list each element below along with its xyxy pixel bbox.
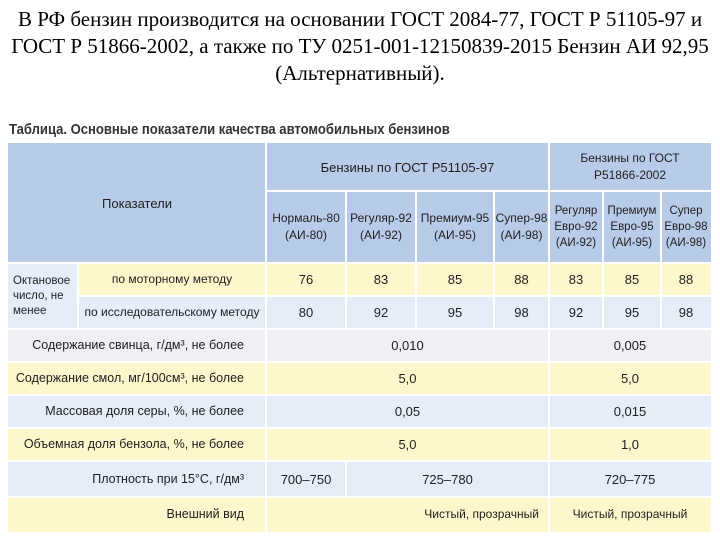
octane-label: Октановое число, не менее: [8, 263, 78, 329]
sulfur-fraction-label: Массовая доля серы, %, не более: [8, 395, 266, 428]
column-header: Премиум-95 (АИ-95): [416, 191, 494, 263]
column-header: Супер Евро-98 (АИ-98): [661, 191, 711, 263]
column-header: Нормаль-80 (АИ-80): [266, 191, 346, 263]
header-group-2: Бензины по ГОСТ Р51866-2002: [549, 143, 711, 191]
lead-content-group2: 0,005: [549, 329, 711, 362]
column-header: Регуляр Евро-92 (АИ-92): [549, 191, 603, 263]
grid-line: [345, 191, 347, 329]
grid-line: [8, 328, 711, 330]
research-value: 98: [661, 296, 711, 329]
column-header: Супер-98 (АИ-98): [494, 191, 549, 263]
motor-value: 88: [661, 263, 711, 296]
motor-value: 76: [266, 263, 346, 296]
research-value: 95: [416, 296, 494, 329]
density-normal: 700–750: [266, 461, 346, 497]
research-value: 98: [494, 296, 549, 329]
benzene-fraction-label: Объемная доля бензола, %, не более: [8, 428, 266, 461]
density-group1: 725–780: [346, 461, 549, 497]
sulfur-fraction-group1: 0,05: [266, 395, 549, 428]
density-label: Плотность при 15°С, г/дм³: [8, 461, 266, 497]
motor-value: 83: [346, 263, 416, 296]
resin-content-group1: 5,0: [266, 362, 549, 395]
grid-line: [493, 191, 495, 329]
grid-line: [8, 427, 711, 429]
table-title: Таблица. Основные показатели качества автомобильных бензинов: [9, 121, 450, 138]
gasoline-quality-table: [8, 143, 711, 532]
column-header: Премиум Евро-95 (АИ-95): [603, 191, 661, 263]
research-method-label: по исследовательскому методу: [78, 296, 266, 329]
research-value: 80: [266, 296, 346, 329]
grid-line: [548, 143, 550, 532]
lead-content-group1: 0,010: [266, 329, 549, 362]
grid-line: [415, 191, 417, 329]
grid-line: [266, 190, 711, 192]
research-value: 92: [346, 296, 416, 329]
grid-line: [8, 361, 711, 363]
grid-line: [345, 461, 347, 497]
column-header: Регуляр-92 (АИ-92): [346, 191, 416, 263]
header-indicators: Показатели: [8, 143, 266, 263]
sulfur-fraction-group2: 0,015: [549, 395, 711, 428]
benzene-fraction-group1: 5,0: [266, 428, 549, 461]
motor-value: 83: [549, 263, 603, 296]
research-value: 95: [603, 296, 661, 329]
grid-line: [78, 295, 711, 297]
grid-line: [77, 263, 79, 329]
appearance-group2: Чистый, прозрачный: [549, 497, 711, 532]
intro-text: В РФ бензин производится на основании ГОСТ 2084-77, ГОСТ Р 51105-97 и ГОСТ Р 51866-2002, а также по ТУ 0251-001-12150839-2015 Бензин АИ 92,95 (Альтернативный).: [11, 7, 709, 85]
grid-line: [8, 460, 711, 462]
density-group2: 720–775: [549, 461, 711, 497]
resin-content-group2: 5,0: [549, 362, 711, 395]
grid-line: [8, 262, 711, 264]
grid-line: [8, 394, 711, 396]
motor-value: 85: [416, 263, 494, 296]
lead-content-label: Содержание свинца, г/дм³, не более: [8, 329, 266, 362]
header-group-1: Бензины по ГОСТ Р51105-97: [266, 143, 549, 191]
motor-value: 88: [494, 263, 549, 296]
resin-content-label: Содержание смол, мг/100см³, не более: [8, 362, 266, 395]
motor-value: 85: [603, 263, 661, 296]
motor-method-label: по моторному методу: [78, 263, 266, 296]
grid-line: [602, 191, 604, 329]
appearance-label: Внешний вид: [8, 497, 266, 532]
benzene-fraction-group2: 1,0: [549, 428, 711, 461]
grid-line: [265, 143, 267, 532]
appearance-group1: Чистый, прозрачный: [266, 497, 549, 532]
grid-line: [8, 496, 711, 498]
research-value: 92: [549, 296, 603, 329]
grid-line: [660, 191, 662, 329]
